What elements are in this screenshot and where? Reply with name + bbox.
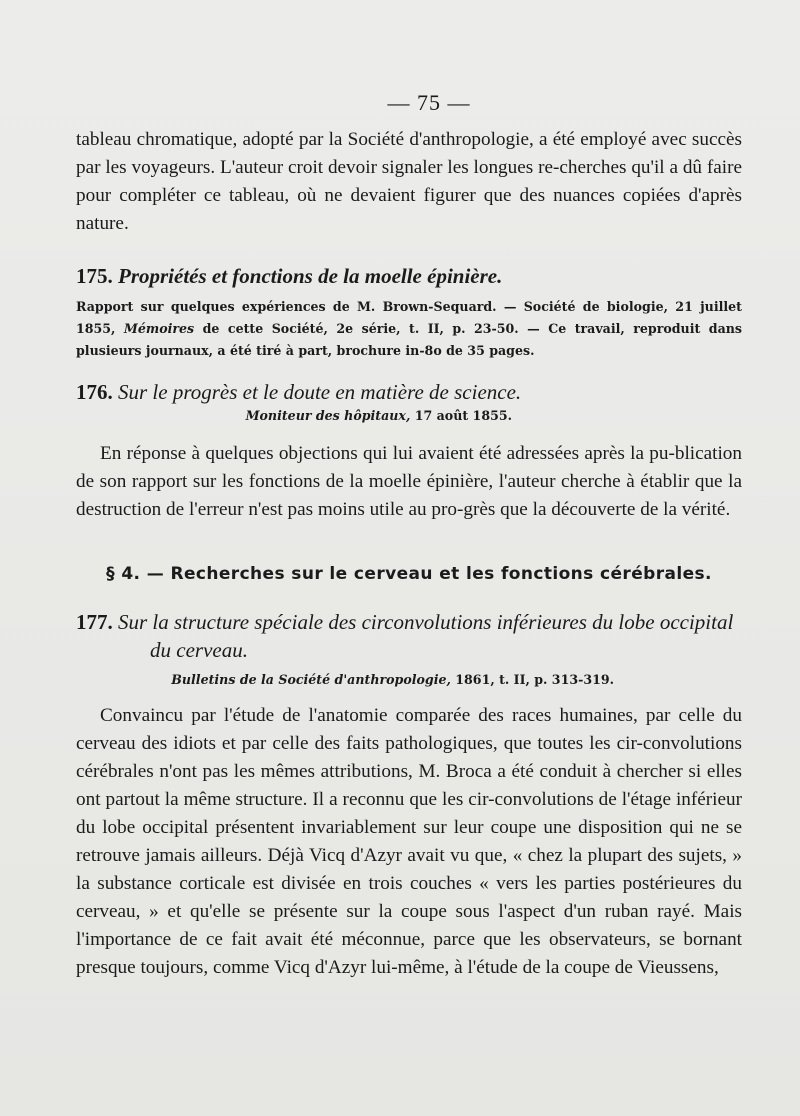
entry-177-number: 177. <box>76 610 113 634</box>
entry-175-note <box>76 296 742 362</box>
entry-177-source-rest: 1861, t. II, p. 313-319. <box>450 672 614 687</box>
entry-175-title-text: Propriétés et fonctions de la moelle épinière. <box>118 264 503 288</box>
entry-177-paragraph: Convaincu par l'étude de l'anatomie comparée des races humaines, par celle du cerveau des idiots et par celle des faits pathologiques, que toutes les cir-convolutions cérébrales n'ont pas les mêmes attributions, M. Broca a été conduit à chercher si elles ont partout la même structure. Il a reconnu que les cir-convolutions de l'étage inférieur du lobe occipital présentent invariablement sur leur coupe une disposition qui ne se retrouve jamais ailleurs. Déjà Vicq d'Azyr avait vu que, « chez la plupart des sujets, » la substance corticale est divisée en trois couches « vers les parties postérieures du cerveau, » et qu'elle se présente sur la coupe sous l'aspect d'un ruban rayé. Mais l'importance de ce fait avait été méconnue, parce que les observateurs, se bornant presque toujours, comme Vicq d'Azyr lui-même, à l'étude de la coupe de Vieussens, <box>76 705 742 978</box>
entry-177-title <box>76 608 742 664</box>
entry-176-title <box>76 378 742 406</box>
entry-176-source <box>76 406 512 426</box>
entry-176-source-rest: 17 août 1855. <box>410 408 512 423</box>
entry-176-source-italic: Moniteur des hôpitaux, <box>245 408 411 423</box>
entry-175-note-italic: Mémoires <box>123 321 195 336</box>
entry-175-number: 175. <box>76 264 113 288</box>
section-heading: § 4. — Recherches sur le cerveau et les fonctions cérébrales. <box>106 564 712 584</box>
entry-176-title-text: Sur le progrès et le doute en matière de science. <box>118 380 522 404</box>
entry-177-source <box>76 670 614 690</box>
entry-175-note-end: de cette Société, 2e série, t. II, p. 23-50. — Ce travail, reproduit dans plusieurs journaux, a été tiré à part, brochure in-8o de 35 pages. <box>76 321 742 358</box>
entry-176-paragraph: En réponse à quelques objections qui lui avaient été adressées après la pu-blication de son rapport sur les fonctions de la moelle épinière, l'auteur cherche à établir que la destruction de l'erreur n'est pas moins utile au pro-grès que la découverte de la vérité. <box>76 443 742 520</box>
entry-177-title-text: Sur la structure spéciale des circonvolutions inférieures du lobe occipital du cerveau. <box>118 610 734 662</box>
page-content <box>76 90 742 982</box>
page-number: — 75 — <box>387 90 471 115</box>
entry-176-number: 176. <box>76 380 113 404</box>
entry-175-note-start: Rapport sur quelques expériences de M. Brown-Sequard. — Société de biologie, 21 juillet 1855, <box>76 299 742 336</box>
entry-177-source-italic: Bulletins de la Société d'anthropologie, <box>171 672 451 687</box>
entry-175-title <box>76 262 742 290</box>
intro-paragraph: tableau chromatique, adopté par la Société d'anthropologie, a été employé avec succès par les voyageurs. L'auteur croit devoir signaler les longues re-cherches qu'il a dû faire pour compléter ce tableau, où ne devaient figurer que des nuances copiées d'après nature. <box>76 129 742 234</box>
